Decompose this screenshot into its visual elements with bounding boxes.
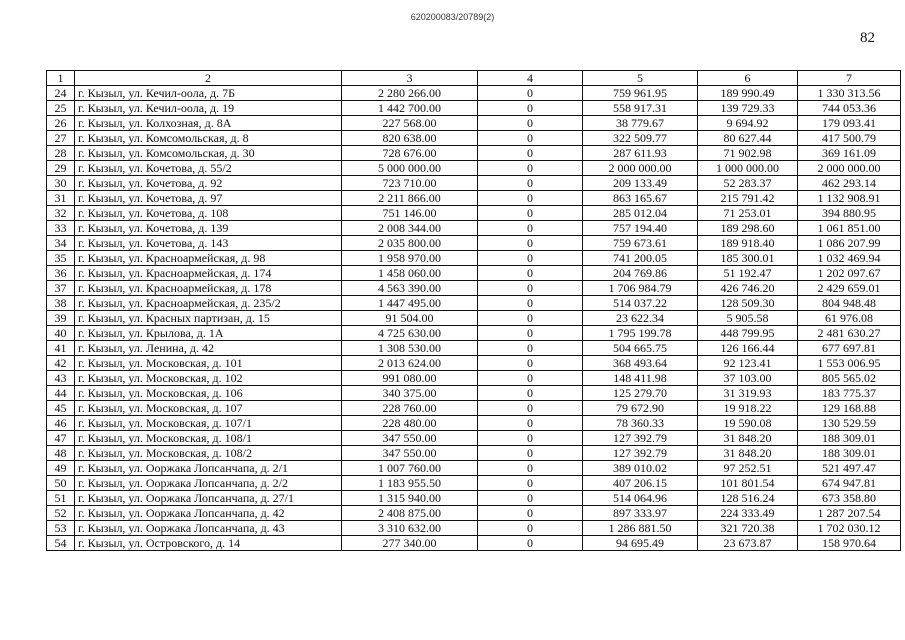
table-row xyxy=(47,416,901,431)
table-row xyxy=(47,251,901,266)
value-cell: 674 947.81 xyxy=(798,476,901,491)
value-cell: 61 976.08 xyxy=(798,311,901,326)
column-header: 5 xyxy=(583,71,698,86)
value-cell: 188 309.01 xyxy=(798,446,901,461)
value-cell: 0 xyxy=(478,311,583,326)
row-number: 39 xyxy=(47,311,75,326)
row-number: 46 xyxy=(47,416,75,431)
address-cell: г. Кызыл, ул. Московская, д. 107/1 xyxy=(75,416,342,431)
value-cell: 0 xyxy=(478,101,583,116)
row-number: 47 xyxy=(47,431,75,446)
value-cell: 0 xyxy=(478,221,583,236)
value-cell: 0 xyxy=(478,86,583,101)
value-cell: 31 848.20 xyxy=(698,431,798,446)
value-cell: 558 917.31 xyxy=(583,101,698,116)
value-cell: 1 308 530.00 xyxy=(342,341,478,356)
address-cell: г. Кызыл, ул. Крылова, д. 1А xyxy=(75,326,342,341)
table-row xyxy=(47,176,901,191)
row-number: 28 xyxy=(47,146,75,161)
value-cell: 78 360.33 xyxy=(583,416,698,431)
value-cell: 1 202 097.67 xyxy=(798,266,901,281)
table-row xyxy=(47,446,901,461)
value-cell: 0 xyxy=(478,446,583,461)
row-number: 35 xyxy=(47,251,75,266)
value-cell: 0 xyxy=(478,161,583,176)
address-cell: г. Кызыл, ул. Московская, д. 108/2 xyxy=(75,446,342,461)
value-cell: 1 330 313.56 xyxy=(798,86,901,101)
address-cell: г. Кызыл, ул. Ооржака Лопсанчапа, д. 2/1 xyxy=(75,461,342,476)
value-cell: 1 458 060.00 xyxy=(342,266,478,281)
value-cell: 9 694.92 xyxy=(698,116,798,131)
value-cell: 2 008 344.00 xyxy=(342,221,478,236)
value-cell: 1 553 006.95 xyxy=(798,356,901,371)
value-cell: 521 497.47 xyxy=(798,461,901,476)
value-cell: 394 880.95 xyxy=(798,206,901,221)
table-row xyxy=(47,221,901,236)
table-row xyxy=(47,431,901,446)
value-cell: 0 xyxy=(478,281,583,296)
row-number: 27 xyxy=(47,131,75,146)
table-row xyxy=(47,476,901,491)
value-cell: 1 958 970.00 xyxy=(342,251,478,266)
value-cell: 0 xyxy=(478,431,583,446)
address-cell: г. Кызыл, ул. Московская, д. 108/1 xyxy=(75,431,342,446)
value-cell: 369 161.09 xyxy=(798,146,901,161)
table-row xyxy=(47,386,901,401)
value-cell: 228 760.00 xyxy=(342,401,478,416)
address-cell: г. Кызыл, ул. Кочетова, д. 55/2 xyxy=(75,161,342,176)
table-row xyxy=(47,521,901,536)
address-cell: г. Кызыл, ул. Московская, д. 102 xyxy=(75,371,342,386)
value-cell: 0 xyxy=(478,461,583,476)
row-number: 38 xyxy=(47,296,75,311)
table-row xyxy=(47,356,901,371)
value-cell: 0 xyxy=(478,176,583,191)
value-cell: 148 411.98 xyxy=(583,371,698,386)
value-cell: 3 310 632.00 xyxy=(342,521,478,536)
value-cell: 2 211 866.00 xyxy=(342,191,478,206)
table-row xyxy=(47,281,901,296)
value-cell: 0 xyxy=(478,536,583,551)
address-cell: г. Кызыл, ул. Ооржака Лопсанчапа, д. 2/2 xyxy=(75,476,342,491)
value-cell: 462 293.14 xyxy=(798,176,901,191)
value-cell: 805 565.02 xyxy=(798,371,901,386)
row-number: 40 xyxy=(47,326,75,341)
table-row xyxy=(47,341,901,356)
value-cell: 204 769.86 xyxy=(583,266,698,281)
value-cell: 1 132 908.91 xyxy=(798,191,901,206)
row-number: 37 xyxy=(47,281,75,296)
address-cell: г. Кызыл, ул. Красноармейская, д. 235/2 xyxy=(75,296,342,311)
value-cell: 0 xyxy=(478,131,583,146)
address-cell: г. Кызыл, ул. Кочетова, д. 97 xyxy=(75,191,342,206)
row-number: 34 xyxy=(47,236,75,251)
value-cell: 407 206.15 xyxy=(583,476,698,491)
value-cell: 741 200.05 xyxy=(583,251,698,266)
address-cell: г. Кызыл, ул. Ленина, д. 42 xyxy=(75,341,342,356)
value-cell: 1 702 030.12 xyxy=(798,521,901,536)
value-cell: 677 697.81 xyxy=(798,341,901,356)
row-number: 36 xyxy=(47,266,75,281)
column-header: 4 xyxy=(478,71,583,86)
value-cell: 2 429 659.01 xyxy=(798,281,901,296)
value-cell: 0 xyxy=(478,386,583,401)
value-cell: 228 480.00 xyxy=(342,416,478,431)
value-cell: 126 166.44 xyxy=(698,341,798,356)
value-cell: 426 746.20 xyxy=(698,281,798,296)
row-number: 48 xyxy=(47,446,75,461)
value-cell: 0 xyxy=(478,401,583,416)
value-cell: 127 392.79 xyxy=(583,431,698,446)
table-row xyxy=(47,116,901,131)
value-cell: 128 516.24 xyxy=(698,491,798,506)
value-cell: 130 529.59 xyxy=(798,416,901,431)
value-cell: 759 673.61 xyxy=(583,236,698,251)
row-number: 41 xyxy=(47,341,75,356)
address-cell: г. Кызыл, ул. Красноармейская, д. 178 xyxy=(75,281,342,296)
address-cell: г. Кызыл, ул. Кечил-оола, д. 7Б xyxy=(75,86,342,101)
value-cell: 0 xyxy=(478,476,583,491)
table-row xyxy=(47,146,901,161)
value-cell: 0 xyxy=(478,371,583,386)
column-header: 3 xyxy=(342,71,478,86)
address-cell: г. Кызыл, ул. Комсомольская, д. 8 xyxy=(75,131,342,146)
value-cell: 0 xyxy=(478,491,583,506)
value-cell: 287 611.93 xyxy=(583,146,698,161)
value-cell: 0 xyxy=(478,206,583,221)
value-cell: 2 000 000.00 xyxy=(798,161,901,176)
value-cell: 1 442 700.00 xyxy=(342,101,478,116)
table-body xyxy=(47,86,901,551)
value-cell: 897 333.97 xyxy=(583,506,698,521)
value-cell: 4 725 630.00 xyxy=(342,326,478,341)
value-cell: 1 000 000.00 xyxy=(698,161,798,176)
value-cell: 37 103.00 xyxy=(698,371,798,386)
value-cell: 804 948.48 xyxy=(798,296,901,311)
value-cell: 1 706 984.79 xyxy=(583,281,698,296)
value-cell: 0 xyxy=(478,146,583,161)
row-number: 45 xyxy=(47,401,75,416)
table-row xyxy=(47,161,901,176)
row-number: 24 xyxy=(47,86,75,101)
row-number: 26 xyxy=(47,116,75,131)
value-cell: 751 146.00 xyxy=(342,206,478,221)
value-cell: 129 168.88 xyxy=(798,401,901,416)
value-cell: 322 509.77 xyxy=(583,131,698,146)
row-number: 32 xyxy=(47,206,75,221)
value-cell: 0 xyxy=(478,296,583,311)
value-cell: 23 673.87 xyxy=(698,536,798,551)
value-cell: 368 493.64 xyxy=(583,356,698,371)
row-number: 52 xyxy=(47,506,75,521)
table-row xyxy=(47,506,901,521)
value-cell: 128 509.30 xyxy=(698,296,798,311)
row-number: 49 xyxy=(47,461,75,476)
value-cell: 2 280 266.00 xyxy=(342,86,478,101)
table-row xyxy=(47,191,901,206)
address-cell: г. Кызыл, ул. Красноармейская, д. 174 xyxy=(75,266,342,281)
value-cell: 820 638.00 xyxy=(342,131,478,146)
row-number: 42 xyxy=(47,356,75,371)
value-cell: 71 902.98 xyxy=(698,146,798,161)
value-cell: 1 086 207.99 xyxy=(798,236,901,251)
value-cell: 728 676.00 xyxy=(342,146,478,161)
value-cell: 5 905.58 xyxy=(698,311,798,326)
row-number: 29 xyxy=(47,161,75,176)
row-number: 53 xyxy=(47,521,75,536)
value-cell: 189 990.49 xyxy=(698,86,798,101)
value-cell: 2 000 000.00 xyxy=(583,161,698,176)
row-number: 50 xyxy=(47,476,75,491)
value-cell: 127 392.79 xyxy=(583,446,698,461)
row-number: 44 xyxy=(47,386,75,401)
value-cell: 1 061 851.00 xyxy=(798,221,901,236)
value-cell: 94 695.49 xyxy=(583,536,698,551)
value-cell: 31 848.20 xyxy=(698,446,798,461)
value-cell: 744 053.36 xyxy=(798,101,901,116)
table-row xyxy=(47,131,901,146)
address-cell: г. Кызыл, ул. Московская, д. 107 xyxy=(75,401,342,416)
value-cell: 0 xyxy=(478,341,583,356)
value-cell: 101 801.54 xyxy=(698,476,798,491)
value-cell: 227 568.00 xyxy=(342,116,478,131)
value-cell: 2 408 875.00 xyxy=(342,506,478,521)
value-cell: 0 xyxy=(478,506,583,521)
value-cell: 991 080.00 xyxy=(342,371,478,386)
value-cell: 277 340.00 xyxy=(342,536,478,551)
value-cell: 5 000 000.00 xyxy=(342,161,478,176)
value-cell: 91 504.00 xyxy=(342,311,478,326)
data-table xyxy=(46,70,901,551)
column-header: 1 xyxy=(47,71,75,86)
row-number: 51 xyxy=(47,491,75,506)
value-cell: 224 333.49 xyxy=(698,506,798,521)
value-cell: 0 xyxy=(478,521,583,536)
value-cell: 0 xyxy=(478,266,583,281)
value-cell: 2 035 800.00 xyxy=(342,236,478,251)
value-cell: 2 481 630.27 xyxy=(798,326,901,341)
value-cell: 285 012.04 xyxy=(583,206,698,221)
value-cell: 673 358.80 xyxy=(798,491,901,506)
value-cell: 4 563 390.00 xyxy=(342,281,478,296)
address-cell: г. Кызыл, ул. Красноармейская, д. 98 xyxy=(75,251,342,266)
value-cell: 125 279.70 xyxy=(583,386,698,401)
value-cell: 1 007 760.00 xyxy=(342,461,478,476)
value-cell: 0 xyxy=(478,356,583,371)
row-number: 30 xyxy=(47,176,75,191)
value-cell: 92 123.41 xyxy=(698,356,798,371)
value-cell: 1 315 940.00 xyxy=(342,491,478,506)
value-cell: 97 252.51 xyxy=(698,461,798,476)
table-row xyxy=(47,326,901,341)
value-cell: 723 710.00 xyxy=(342,176,478,191)
value-cell: 183 775.37 xyxy=(798,386,901,401)
table-row xyxy=(47,536,901,551)
value-cell: 79 672.90 xyxy=(583,401,698,416)
table-row xyxy=(47,296,901,311)
value-cell: 1 032 469.94 xyxy=(798,251,901,266)
row-number: 31 xyxy=(47,191,75,206)
address-cell: г. Кызыл, ул. Ооржака Лопсанчапа, д. 43 xyxy=(75,521,342,536)
value-cell: 139 729.33 xyxy=(698,101,798,116)
table-row xyxy=(47,86,901,101)
address-cell: г. Кызыл, ул. Кочетова, д. 92 xyxy=(75,176,342,191)
value-cell: 0 xyxy=(478,251,583,266)
value-cell: 71 253.01 xyxy=(698,206,798,221)
value-cell: 514 064.96 xyxy=(583,491,698,506)
value-cell: 0 xyxy=(478,416,583,431)
value-cell: 0 xyxy=(478,191,583,206)
value-cell: 347 550.00 xyxy=(342,431,478,446)
address-cell: г. Кызыл, ул. Московская, д. 106 xyxy=(75,386,342,401)
table-row xyxy=(47,371,901,386)
value-cell: 347 550.00 xyxy=(342,446,478,461)
address-cell: г. Кызыл, ул. Колхозная, д. 8А xyxy=(75,116,342,131)
value-cell: 188 309.01 xyxy=(798,431,901,446)
value-cell: 1 183 955.50 xyxy=(342,476,478,491)
value-cell: 417 500.79 xyxy=(798,131,901,146)
value-cell: 0 xyxy=(478,326,583,341)
value-cell: 215 791.42 xyxy=(698,191,798,206)
value-cell: 0 xyxy=(478,116,583,131)
value-cell: 514 037.22 xyxy=(583,296,698,311)
column-header: 7 xyxy=(798,71,901,86)
column-header: 6 xyxy=(698,71,798,86)
value-cell: 19 918.22 xyxy=(698,401,798,416)
value-cell: 23 622.34 xyxy=(583,311,698,326)
value-cell: 209 133.49 xyxy=(583,176,698,191)
table-row xyxy=(47,311,901,326)
value-cell: 759 961.95 xyxy=(583,86,698,101)
value-cell: 52 283.37 xyxy=(698,176,798,191)
value-cell: 1 287 207.54 xyxy=(798,506,901,521)
value-cell: 321 720.38 xyxy=(698,521,798,536)
address-cell: г. Кызыл, ул. Красных партизан, д. 15 xyxy=(75,311,342,326)
value-cell: 757 194.40 xyxy=(583,221,698,236)
table-row xyxy=(47,401,901,416)
row-number: 43 xyxy=(47,371,75,386)
value-cell: 31 319.93 xyxy=(698,386,798,401)
document-id: 620200083/20789(2) xyxy=(410,12,495,22)
page-number: 82 xyxy=(860,30,875,46)
value-cell: 389 010.02 xyxy=(583,461,698,476)
value-cell: 0 xyxy=(478,236,583,251)
value-cell: 51 192.47 xyxy=(698,266,798,281)
address-cell: г. Кызыл, ул. Островского, д. 14 xyxy=(75,536,342,551)
table-row xyxy=(47,491,901,506)
value-cell: 1 286 881.50 xyxy=(583,521,698,536)
address-cell: г. Кызыл, ул. Московская, д. 101 xyxy=(75,356,342,371)
address-cell: г. Кызыл, ул. Кочетова, д. 143 xyxy=(75,236,342,251)
header-row xyxy=(47,71,901,86)
row-number: 33 xyxy=(47,221,75,236)
value-cell: 340 375.00 xyxy=(342,386,478,401)
value-cell: 863 165.67 xyxy=(583,191,698,206)
value-cell: 1 447 495.00 xyxy=(342,296,478,311)
column-header: 2 xyxy=(75,71,342,86)
table-row xyxy=(47,206,901,221)
value-cell: 504 665.75 xyxy=(583,341,698,356)
row-number: 25 xyxy=(47,101,75,116)
address-cell: г. Кызыл, ул. Кочетова, д. 108 xyxy=(75,206,342,221)
table-row xyxy=(47,236,901,251)
value-cell: 448 799.95 xyxy=(698,326,798,341)
value-cell: 158 970.64 xyxy=(798,536,901,551)
value-cell: 189 918.40 xyxy=(698,236,798,251)
table-row xyxy=(47,101,901,116)
address-cell: г. Кызыл, ул. Ооржака Лопсанчапа, д. 27/1 xyxy=(75,491,342,506)
value-cell: 1 795 199.78 xyxy=(583,326,698,341)
value-cell: 189 298.60 xyxy=(698,221,798,236)
value-cell: 185 300.01 xyxy=(698,251,798,266)
value-cell: 19 590.08 xyxy=(698,416,798,431)
value-cell: 179 093.41 xyxy=(798,116,901,131)
value-cell: 38 779.67 xyxy=(583,116,698,131)
address-cell: г. Кызыл, ул. Кочетова, д. 139 xyxy=(75,221,342,236)
row-number: 54 xyxy=(47,536,75,551)
value-cell: 80 627.44 xyxy=(698,131,798,146)
table-row xyxy=(47,266,901,281)
table-row xyxy=(47,461,901,476)
value-cell: 2 013 624.00 xyxy=(342,356,478,371)
address-cell: г. Кызыл, ул. Кечил-оола, д. 19 xyxy=(75,101,342,116)
address-cell: г. Кызыл, ул. Комсомольская, д. 30 xyxy=(75,146,342,161)
address-cell: г. Кызыл, ул. Ооржака Лопсанчапа, д. 42 xyxy=(75,506,342,521)
